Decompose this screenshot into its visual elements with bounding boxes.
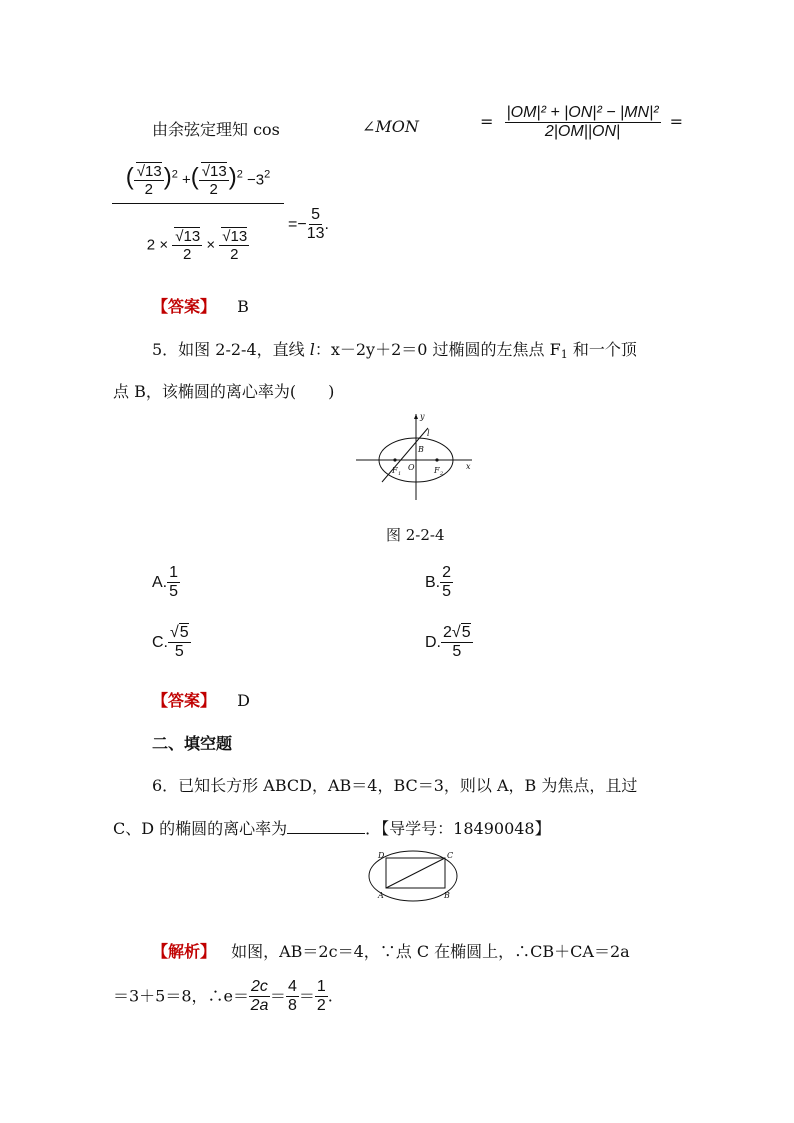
- label-x: x: [466, 462, 471, 471]
- question-6-line-1: 6．已知长方形 ABCD，AB＝4，BC＝3，则以 A，B 为焦点，且过: [152, 776, 638, 795]
- frac-2a: 2a: [250, 997, 269, 1015]
- option-b-num: 2: [440, 564, 453, 583]
- analysis-text-2: ＝3＋5＝8，∴e＝: [113, 986, 250, 1006]
- analysis-line-2: [113, 978, 333, 1016]
- frac-2c: 2c: [249, 978, 270, 997]
- option-a-label: A.: [152, 574, 168, 592]
- option-d-num: 5: [461, 624, 471, 641]
- eq-1: ＝: [269, 986, 286, 1006]
- label-o: O: [408, 463, 415, 472]
- big-fraction-numerator: ( $\frac{√13}{2}$ )$^2$ +( $\frac{√13}{2}$ )$^2 -3^2$: [112, 163, 284, 204]
- question-5-line-2: 点 B，该椭圆的离心率为( ): [113, 382, 335, 401]
- option-d-coef: 2: [443, 624, 452, 641]
- label-f2-sub: 2: [440, 471, 444, 477]
- diagonal-ac: [386, 858, 445, 888]
- section-heading: 二、填空题: [152, 734, 233, 753]
- equals-sign-2: =: [669, 112, 684, 132]
- sqrt13-a: √13: [136, 163, 162, 180]
- option-a-num: 1: [167, 564, 180, 583]
- answer-blank: [287, 818, 365, 834]
- eq-2: ＝: [298, 986, 315, 1006]
- label-y: y: [420, 412, 425, 421]
- question-6-line-2: [113, 816, 551, 839]
- frac-8: 8: [287, 997, 297, 1015]
- times-a: ×: [159, 236, 169, 254]
- answer-4: [152, 294, 249, 317]
- cosine-fraction-denominator: 2|OM||ON|: [544, 123, 621, 141]
- analysis-period: .: [327, 986, 333, 1006]
- cosine-fraction-numerator: |OM|² + |ON|² − |MN|²: [505, 104, 661, 123]
- q6-text-a: C、D 的椭圆的离心率为: [113, 819, 288, 838]
- equals-sign: =: [480, 112, 494, 132]
- label-b-q6: B: [444, 891, 450, 900]
- cosine-fraction: [505, 104, 661, 142]
- two-c: 2: [183, 246, 192, 264]
- option-a: [152, 564, 180, 602]
- y-arrow: [414, 414, 418, 419]
- label-l: l: [427, 429, 430, 438]
- answer-5-value: D: [237, 691, 250, 710]
- two-a: 2: [144, 181, 153, 199]
- big-fraction-result: [288, 206, 329, 244]
- two-b: 2: [209, 181, 218, 199]
- answer-5-label: 【答案】: [152, 691, 217, 710]
- label-a: A: [378, 891, 384, 900]
- option-c-label: C.: [152, 634, 168, 652]
- figure-2-2-4: [352, 410, 476, 502]
- angle-mon: ∠MON: [362, 117, 419, 136]
- option-c-num: 5: [179, 624, 189, 641]
- frac-4: 4: [286, 978, 299, 997]
- option-d-den: 5: [452, 643, 462, 661]
- question-5-line-1: [152, 337, 637, 361]
- option-b-den: 5: [442, 583, 452, 601]
- focus-f2-dot: [435, 458, 438, 461]
- big-fraction-denominator: [112, 228, 284, 264]
- figure-caption: 图 2-2-4: [386, 526, 445, 544]
- analysis-text-1: 如图，AB＝2c＝4，∵点 C 在椭圆上，∴CB＋CA＝2a: [231, 942, 630, 961]
- answer-5: [152, 688, 250, 711]
- result-numerator: 5: [309, 206, 322, 225]
- label-b: B: [418, 445, 424, 454]
- label-f1: F: [392, 466, 398, 475]
- sqrt13-b: √13: [201, 163, 227, 180]
- q5-f-sub: 1: [560, 348, 568, 361]
- option-a-den: 5: [169, 583, 179, 601]
- option-b: [425, 564, 453, 602]
- cosine-law-lead: 由余弦定理知 cos: [152, 120, 280, 139]
- option-d: D. $\frac{2√5}{5}$: [425, 624, 471, 661]
- label-c: C: [447, 851, 454, 860]
- analysis-label: 【解析】: [152, 942, 217, 961]
- line-l: [382, 428, 428, 482]
- q5-text-a: 5．如图 2-2-4，直线: [152, 340, 310, 359]
- cosine-formula: [480, 104, 683, 142]
- label-f2: F: [434, 466, 440, 475]
- minus-three: −3: [246, 171, 265, 189]
- result-period: .: [324, 216, 329, 234]
- option-d-label: D.: [425, 634, 441, 652]
- frac-1: 1: [315, 978, 328, 997]
- label-f1-sub: 1: [398, 471, 402, 477]
- sqrt13-c: √13: [175, 228, 201, 245]
- answer-4-label: 【答案】: [152, 297, 217, 316]
- result-denominator: 13: [306, 225, 325, 243]
- q5-text-c: 和一个顶: [567, 340, 637, 359]
- analysis-line-1: [152, 939, 630, 962]
- square-c: 2: [264, 168, 271, 181]
- label-d: D: [378, 851, 385, 860]
- q5-text-b: ：x－2y＋2＝0 过椭圆的左焦点 F: [314, 340, 561, 359]
- q6-text-b: ．【导学号：18490048】: [365, 819, 551, 838]
- option-b-label: B.: [425, 574, 441, 592]
- figure-q6: [365, 848, 465, 906]
- two-d: 2: [230, 246, 239, 264]
- times-b: ×: [206, 236, 216, 254]
- square-b: 2: [236, 168, 243, 181]
- den-two: 2: [146, 236, 156, 254]
- square-a: 2: [171, 168, 178, 181]
- option-c: C. $\frac{√5}{5}$: [152, 624, 189, 661]
- frac-2: 2: [316, 997, 326, 1015]
- answer-4-value: B: [237, 297, 249, 316]
- focus-f1-dot: [393, 458, 396, 461]
- sqrt13-d: √13: [222, 228, 248, 245]
- option-c-den: 5: [174, 643, 184, 661]
- q5-line-l: l: [309, 340, 315, 359]
- equals-minus: =−: [288, 216, 307, 234]
